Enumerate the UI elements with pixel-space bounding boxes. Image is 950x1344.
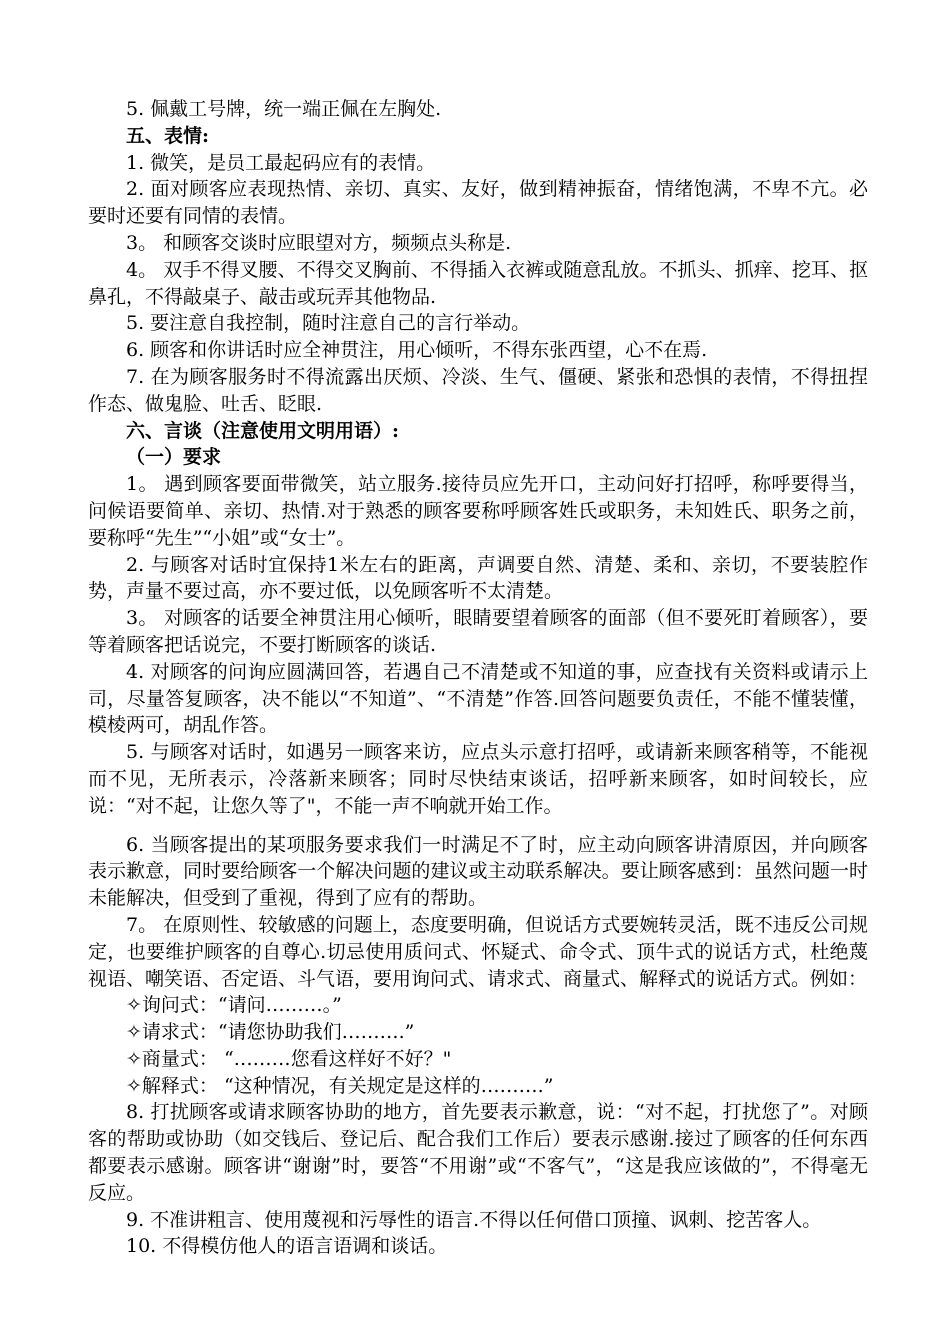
- speech-item-4: 4. 对顾客的问询应圆满回答，若遇自己不清楚或不知道的事，应查找有关资料或请示上司，尽量答复顾客，决不能以“不知道”、“不清楚”作答.回答问题要负责任，不能不懂装懂，模棱两可，胡乱作答。: [88, 660, 868, 737]
- speech-item-9: 9. 不准讲粗言、使用蔑视和污辱性的语言.不得以任何借口顶撞、讽刺、挖苦客人。: [126, 1208, 822, 1231]
- expression-item-2: 2. 面对顾客应表现热情、亲切、真实、友好，做到精神振奋，情绪饱满，不卑不亢。必要时还要有同情的表情。: [88, 178, 868, 228]
- speech-item-6: 6. 当顾客提出的某项服务要求我们一时满足不了时，应主动向顾客讲清原因，并向顾客表示歉意，同时要给顾客一个解决问题的建议或主动联系解决。要让顾客感到：虽然问题一时未能解决，但受到了重视，得到了应有的帮助。: [88, 833, 868, 910]
- expression-item-6: 6. 顾客和你讲话时应全神贯注，用心倾听，不得东张西望，心不在焉.: [126, 339, 708, 362]
- speech-item-5: 5. 与顾客对话时，如遇另一顾客来访，应点头示意打招呼，或请新来顾客稍等，不能视而不见，无所表示，冷落新来顾客；同时尽快结束谈话，招呼新来顾客，如时间较长，应说：“对不起，让您久等了"，不能一声不响就开始工作。: [88, 741, 868, 817]
- expression-item-3: 3。 和顾客交谈时应眼望对方，频频点头称是.: [126, 231, 512, 254]
- speech-item-7: 7。 在原则性、较敏感的问题上，态度要明确，但说话方式要婉转灵活，既不违反公司规定，也要维护顾客的自尊心.切忌使用质问式、怀疑式、命令式、顶牛式的说话方式，杜绝蔑视语、嘲笑语、否定语、斗气语，要用询问式、请求式、商量式、解释式的说话方式。例如：: [88, 913, 868, 990]
- speech-item-10: 10. 不得模仿他人的语言语调和谈话。: [126, 1235, 448, 1258]
- example-bullet-explain: ✧解释式： “这种情况，有关规定是这样的……….”: [126, 1074, 554, 1097]
- expression-item-5: 5. 要注意自我控制，随时注意自己的言行举动。: [126, 312, 531, 335]
- expression-item-1: 1. 微笑，是员工最起码应有的表情。: [126, 151, 436, 174]
- speech-item-3: 3。 对顾客的话要全神贯注用心倾听，眼睛要望着顾客的面部（但不要死盯着顾客），要等着顾客把话说完，不要打断顾客的谈话.: [88, 607, 868, 656]
- example-bullet-request: ✧请求式：“请您协助我们……….”: [126, 1021, 415, 1044]
- document-page: [88, 96, 868, 1260]
- expression-item-4: 4。 双手不得叉腰、不得交叉胸前、不得插入衣裤或随意乱放。不抓头、抓痒、挖耳、抠鼻孔，不得敲桌子、敲击或玩弄其他物品.: [88, 258, 868, 308]
- example-bullet-consult: ✧商量式： “………您看这样好不好？": [126, 1047, 452, 1070]
- subsection-heading-requirements: （一）要求: [126, 446, 222, 469]
- example-bullet-inquiry: ✧询问式：“请问………。”: [126, 994, 342, 1017]
- speech-item-2: 2. 与顾客对话时宜保持1米左右的距离，声调要自然、清楚、柔和、亲切，不要装腔作势，声量不要过高，亦不要过低，以免顾客听不太清楚。: [88, 553, 868, 603]
- section-heading-expression: 五、表情:: [126, 124, 210, 147]
- section-heading-speech: 六、言谈（注意使用文明用语）:: [126, 419, 400, 442]
- speech-item-1: 1。 遇到顾客要面带微笑，站立服务.接待员应先开口，主动问好打招呼，称呼要得当，问候语要简单、亲切、热情.对于熟悉的顾客要称呼顾客姓氏或职务，未知姓氏、职务之前，要称呼“先生”“小姐”或“女士”。: [88, 473, 868, 549]
- speech-item-8: 8. 打扰顾客或请求顾客协助的地方，首先要表示歉意，说：“对不起，打扰您了”。对顾客的帮助或协助（如交钱后、登记后、配合我们工作后）要表示感谢.接过了顾客的任何东西都要表示感谢。顾客讲“谢谢”时，要答“不用谢”或“不客气”，“这是我应该做的”，不得毫无反应。: [88, 1101, 868, 1204]
- paragraph-gap: [88, 820, 868, 832]
- item-badge: 5. 佩戴工号牌，统一端正佩在左胸处.: [126, 98, 442, 120]
- expression-item-7: 7. 在为顾客服务时不得流露出厌烦、冷淡、生气、僵硬、紧张和恐惧的表情，不得扭捏作态、做鬼脸、吐舌、眨眼.: [88, 365, 868, 415]
